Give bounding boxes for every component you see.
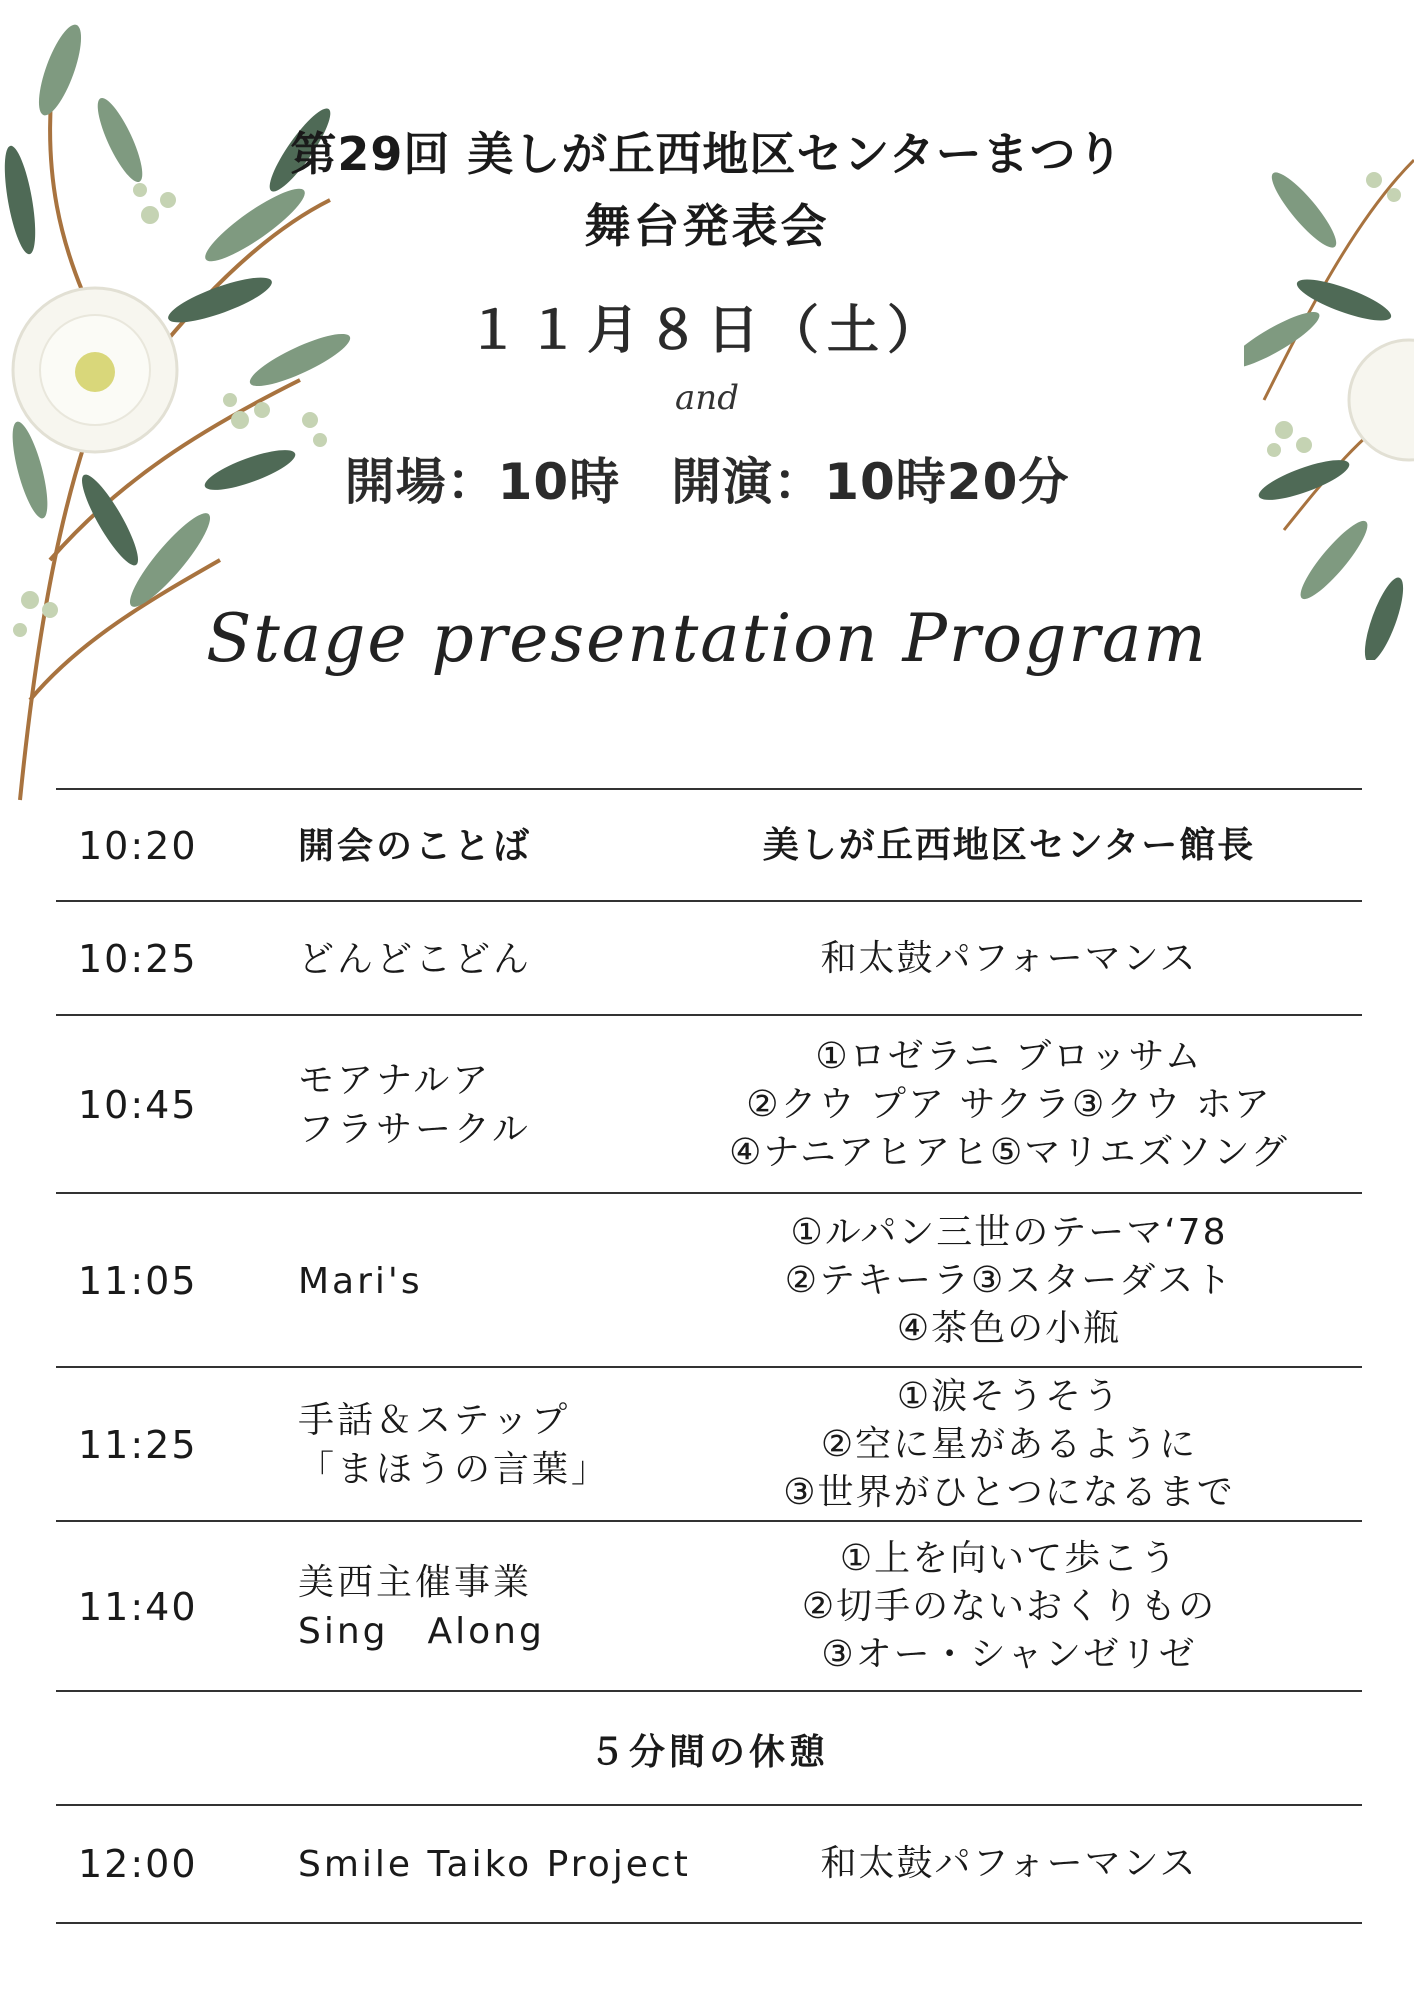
row-title-line: モアナルア [298, 1060, 492, 1101]
row-detail [656, 1194, 1362, 1368]
row-detail-line: ①ロゼラニ ブロッサム [815, 1036, 1203, 1077]
row-detail-line: ③世界がひとつになるまで [783, 1472, 1235, 1513]
event-subtitle: 舞台発表会 [584, 199, 830, 253]
row-detail: 美しが丘西地区センター館長 [762, 825, 1256, 866]
row-title-line: フラサークル [298, 1109, 531, 1150]
row-detail-line: ②空に星があるように [820, 1424, 1198, 1465]
program-row [56, 1366, 1362, 1522]
row-time: 11:25 [78, 1423, 198, 1467]
program-row [56, 1014, 1362, 1194]
event-title: 第29回 美しが丘西地区センターまつり [290, 127, 1124, 181]
row-title-line: 手話＆ステップ [298, 1400, 571, 1441]
row-time: 10:20 [78, 824, 198, 868]
row-title-line: 美西主催事業 [298, 1562, 533, 1603]
row-detail-line: ①涙そうそう [896, 1376, 1122, 1417]
program-row [56, 788, 1362, 902]
row-detail: 和太鼓パフォーマンス [820, 1843, 1198, 1884]
event-times: 開場：10時 開演：10時20分 [344, 453, 1070, 511]
row-time: 11:40 [78, 1585, 198, 1629]
row-detail-line: ①ルパン三世のテーマ‘78 [790, 1212, 1228, 1253]
row-time: 11:05 [78, 1259, 198, 1303]
row-time: 10:25 [78, 937, 198, 981]
row-time: 10:45 [78, 1083, 198, 1127]
row-title [298, 1016, 531, 1194]
row-title-line: 「まほうの言葉」 [298, 1449, 611, 1490]
row-detail-line: ②切手のないおくりもの [801, 1586, 1217, 1627]
program-row [56, 1804, 1362, 1924]
break-label: ５分間の休憩 [588, 1731, 829, 1773]
row-detail-line: ②テキーラ③スターダスト [784, 1260, 1234, 1301]
program-script-title: Stage presentation Program [206, 600, 1208, 677]
row-detail: 和太鼓パフォーマンス [820, 938, 1198, 979]
row-detail-line: ②クウ プア サクラ③クウ ホア [746, 1084, 1272, 1125]
row-detail [656, 1522, 1362, 1692]
row-title: どんどこどん [298, 938, 533, 980]
program-row [56, 1192, 1362, 1368]
row-detail [656, 1016, 1362, 1194]
row-detail-line: ④ナニアヒアヒ⑤マリエズソング [729, 1132, 1289, 1173]
row-title: Smile Taiko Project [298, 1843, 691, 1885]
row-time: 12:00 [78, 1842, 198, 1886]
row-detail-line: ③オー・シャンゼリゼ [821, 1634, 1197, 1675]
row-title-line: Sing Along [298, 1611, 545, 1652]
row-detail-line: ④茶色の小瓶 [896, 1308, 1122, 1349]
row-title: 開会のことば [298, 825, 533, 867]
row-title [298, 1368, 610, 1522]
row-title [298, 1522, 545, 1692]
break-row [56, 1690, 1362, 1806]
program-row [56, 1520, 1362, 1692]
row-detail [656, 1368, 1362, 1522]
program-row [56, 900, 1362, 1016]
row-title: Mari's [298, 1260, 423, 1302]
and-script: and [675, 378, 739, 418]
row-detail-line: ①上を向いて歩こう [839, 1538, 1179, 1579]
event-date: １１月８日（土） [466, 301, 947, 361]
